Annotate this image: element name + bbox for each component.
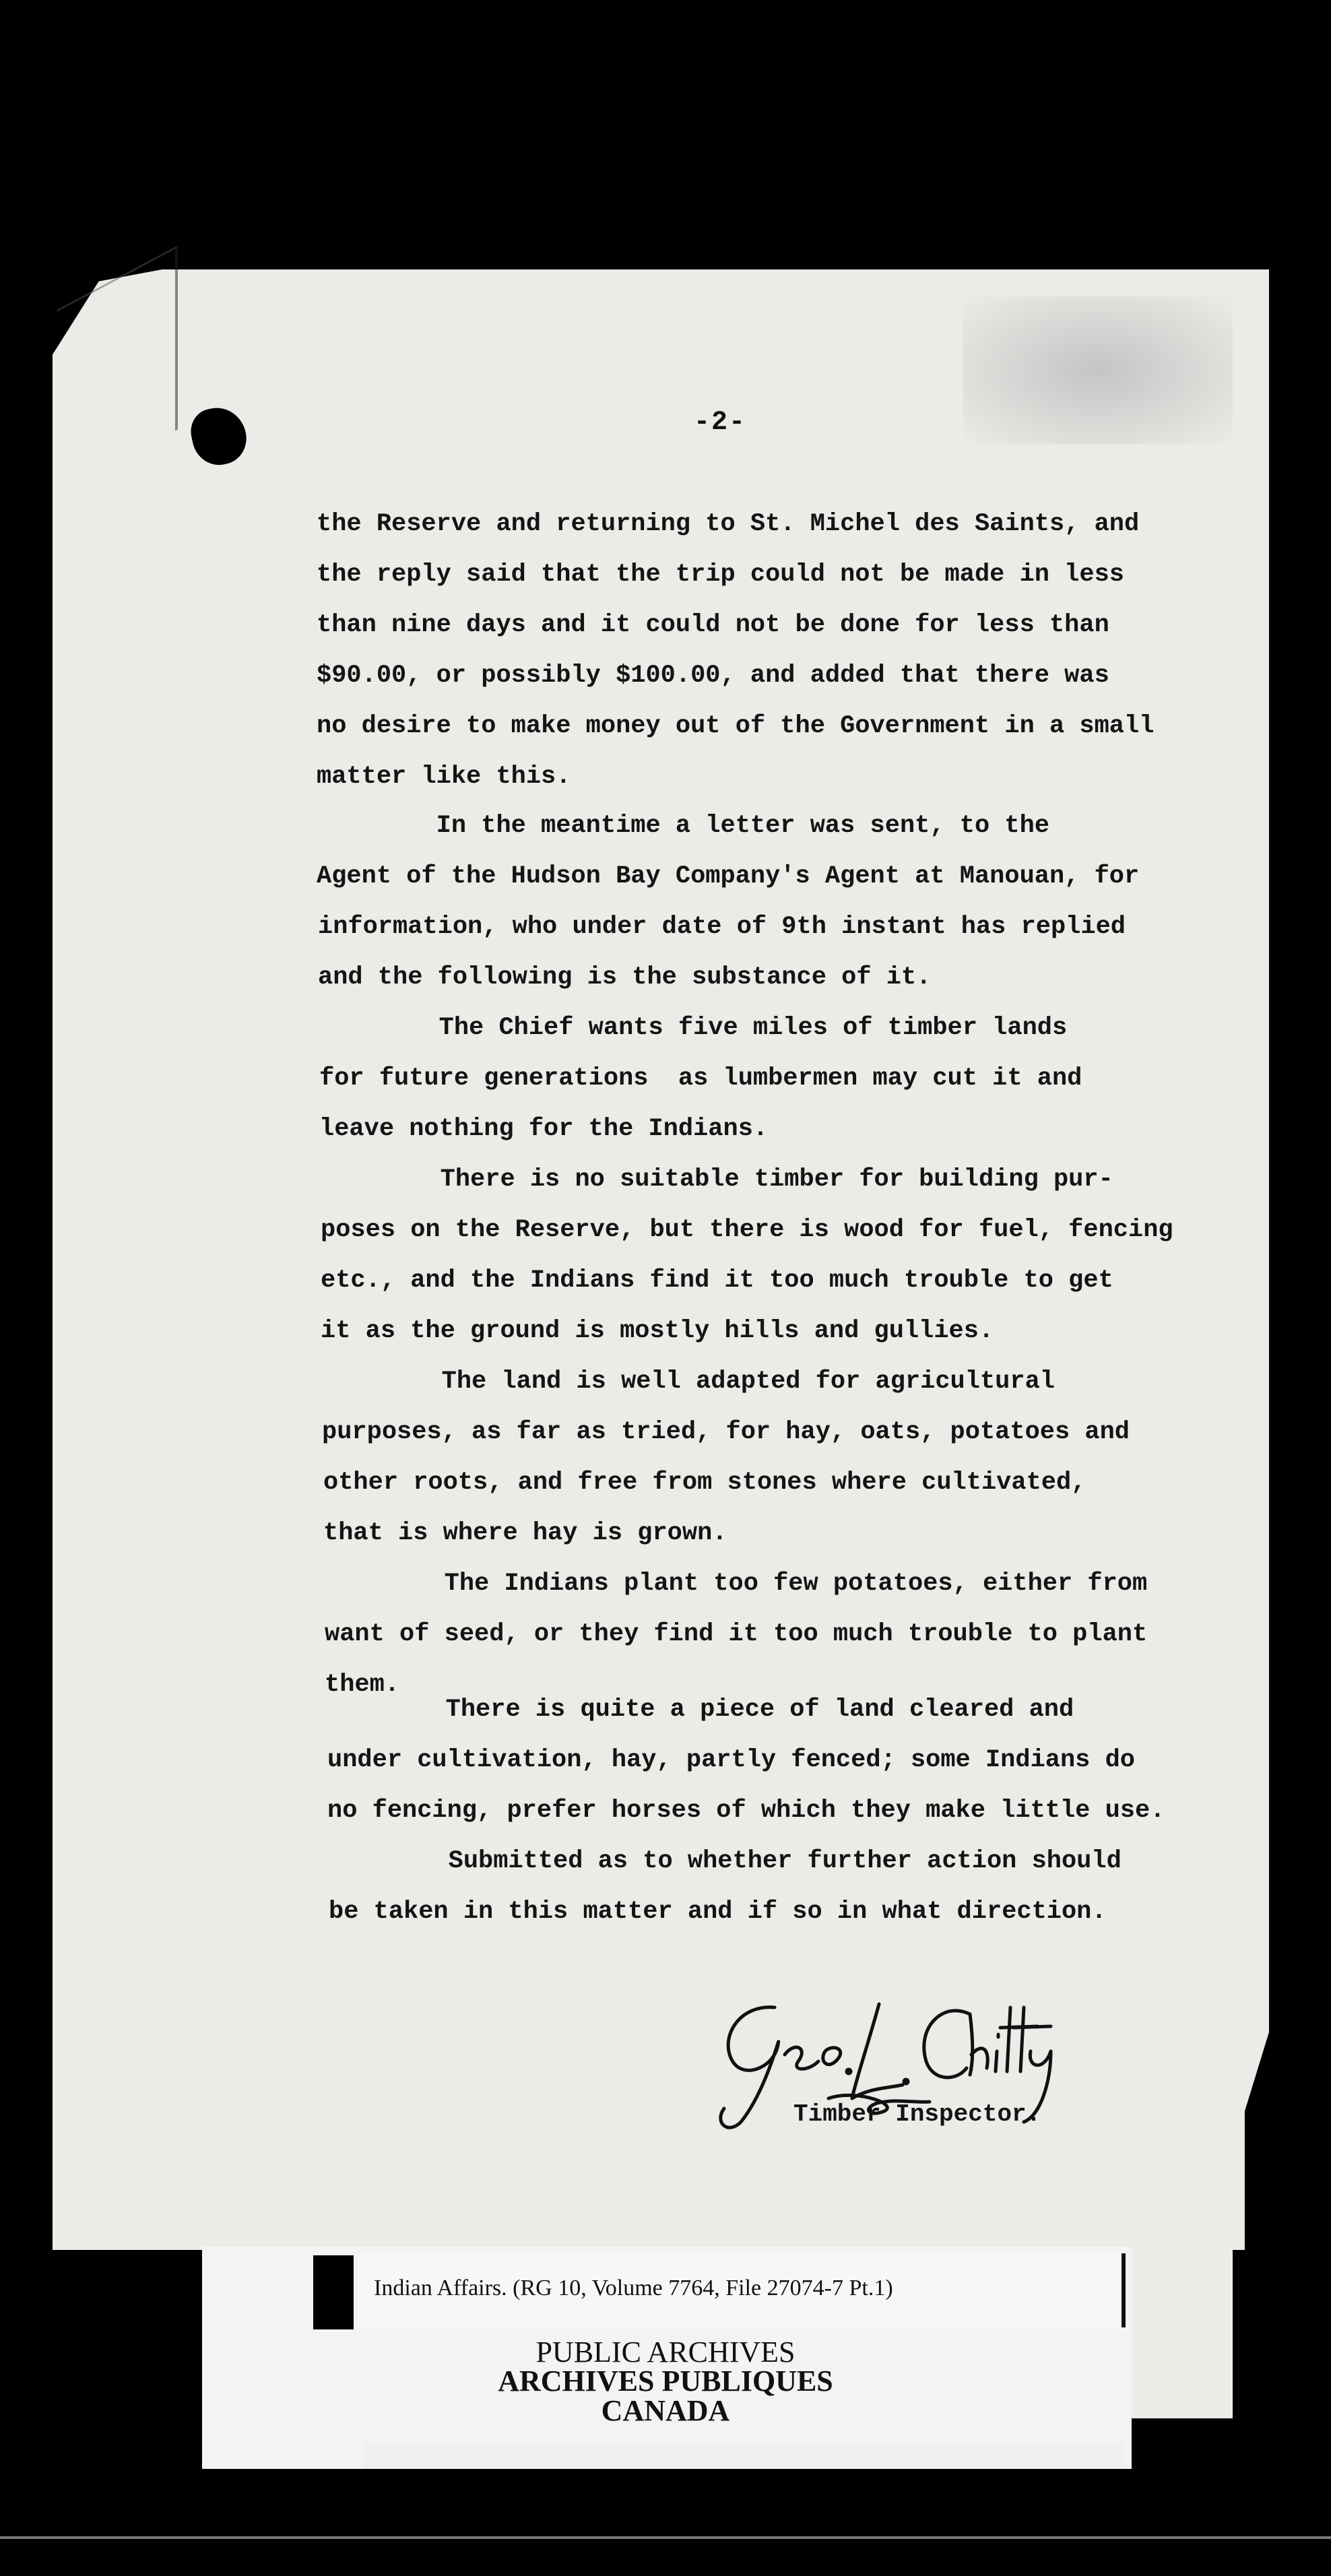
body-line: for future generations as lumbermen may cut it and [319, 1064, 1082, 1093]
body-line: under cultivation, hay, partly fenced; some Indians do [327, 1746, 1135, 1774]
label-bottom-bar [364, 2442, 1125, 2469]
archive-title-country: CANADA [601, 2394, 730, 2427]
body-line: poses on the Reserve, but there is wood for fuel, fencing [321, 1216, 1173, 1244]
body-line: There is quite a piece of land cleared and [326, 1696, 1074, 1724]
body-line: other roots, and free from stones where cultivated, [323, 1469, 1086, 1497]
archive-title-fr: ARCHIVES PUBLIQUES [498, 2364, 833, 2397]
body-line: them. [325, 1671, 400, 1699]
body-line: matter like this. [317, 763, 571, 791]
body-line: etc., and the Indians find it too much trouble to get [321, 1266, 1113, 1295]
body-line: it as the ground is mostly hills and gullies. [321, 1317, 994, 1345]
body-line: the reply said that the trip could not be made in less [317, 560, 1124, 589]
body-line: leave nothing for the Indians. [319, 1115, 769, 1143]
body-line: The land is well adapted for agricultural [322, 1367, 1055, 1396]
signature-title: Timber Inspector. [793, 2100, 1041, 2128]
body-line: purposes, as far as tried, for hay, oats, potatoes and [322, 1418, 1130, 1446]
body-line: than nine days and it could not be done for less than [317, 611, 1109, 639]
film-edge [0, 2536, 1331, 2539]
body-line: want of seed, or they find it too much trouble to plant [325, 1620, 1148, 1648]
body-line: The Indians plant too few potatoes, either from [325, 1570, 1148, 1598]
archive-marker [313, 2255, 354, 2329]
body-line: Agent of the Hudson Bay Company's Agent at Manouan, for [317, 862, 1140, 891]
body-line: the Reserve and returning to St. Michel des Saints, and [317, 510, 1140, 538]
page-number: -2- [694, 408, 747, 438]
archive-reference: Indian Affairs. (RG 10, Volume 7764, File 27074-7 Pt.1) [374, 2276, 893, 2300]
body-line: be taken in this matter and if so in what direction. [329, 1898, 1107, 1926]
body-line: The Chief wants five miles of timber lands [319, 1014, 1068, 1042]
body-line: information, who under date of 9th instant has replied [318, 913, 1126, 941]
body-line: no fencing, prefer horses of which they make little use. [327, 1797, 1165, 1825]
body-line: Submitted as to whether further action should [329, 1847, 1122, 1875]
body-line: and the following is the substance of it. [318, 963, 932, 992]
body-line: There is no suitable timber for building pur- [321, 1165, 1113, 1194]
body-line: that is where hay is grown. [323, 1519, 727, 1547]
body-line: $90.00, or possibly $100.00, and added that there was [317, 662, 1109, 690]
page-stain [963, 296, 1233, 445]
body-line: no desire to make money out of the Government in a small [317, 712, 1155, 740]
archive-title-en: PUBLIC ARCHIVES [535, 2336, 796, 2369]
body-line: In the meantime a letter was sent, to the [317, 812, 1049, 840]
